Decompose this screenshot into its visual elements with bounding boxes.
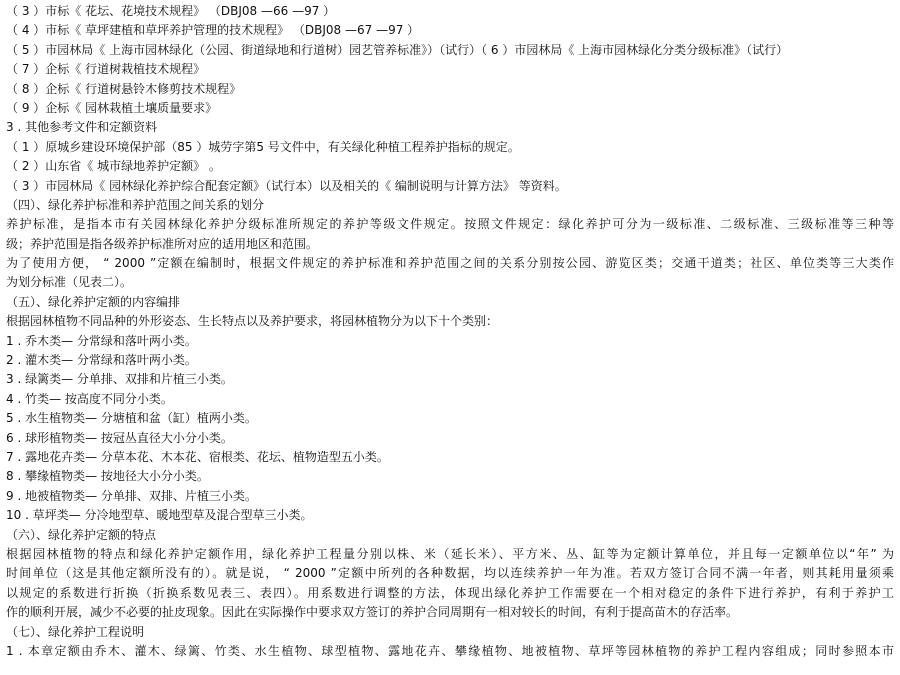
text-line: 4 . 竹类— 按高度不同分小类。 — [6, 391, 173, 406]
text-line: 7 . 露地花卉类— 分草本花、木本花、宿根类、花坛、植物造型五小类。 — [6, 449, 389, 464]
text-line: 3 . 其他参考文件和定额资料 — [6, 120, 158, 135]
text-line: 1 . 本章定额由乔木、灌木、绿篱、竹类、水生植物、球型植物、露地花卉、攀缘植物、地被植物、草坪等园林植物的养护工程内容组成；同时参照本市 — [6, 643, 894, 658]
text-line: （ 2 ）山东省《 城市绿地养护定额》 。 — [6, 159, 221, 174]
text-line: 级；养护范围是指各级养护标准所对应的适用地区和范围。 — [6, 236, 319, 251]
text-line: 3 . 绿篱类— 分单排、双排和片植三小类。 — [6, 372, 233, 387]
text-line: 根据园林植物的特点和绿化养护定额作用，绿化养护工程量分别以株、米（延长米）、平方米、丛、缸等为定额计算单位，并且每一定额单位以“年” 为 — [6, 546, 894, 561]
text-line: （ 8 ）企标《 行道树悬铃木修剪技术规程》 — [6, 81, 242, 96]
text-line: （五）、绿化养护定额的内容编排 — [6, 294, 181, 309]
text-line: 8 . 攀缘植物类— 按地径大小分小类。 — [6, 469, 209, 484]
text-line: （四）、绿化养护标准和养护范围之间关系的划分 — [6, 197, 265, 212]
text-line: 以规定的系数进行折换（折换系数见表三、表四）。用系数进行调整的方法，体现出绿化养护工作需要在一个相对稳定的条件下进行养护，有利于养护工 — [6, 585, 894, 600]
text-line: （ 7 ）企标《 行道树栽植技术规程》 — [6, 62, 206, 77]
text-line: 10 . 草坪类— 分冷地型草、暖地型草及混合型草三小类。 — [6, 508, 313, 523]
text-line: 1 . 乔木类— 分常绿和落叶两小类。 — [6, 333, 197, 348]
text-line: （七）、绿化养护工程说明 — [6, 624, 145, 639]
text-line: 为了使用方便， “ 2000 ”定额在编制时，根据文件规定的养护标准和养护范围之间的关系分别按公园、游览区类；交通干道类；社区、单位类等三大类作 — [6, 256, 894, 271]
text-line: 时间单位（这是其他定额所没有的）。就是说， “ 2000 ”定额中所列的各种数据，均以连续养护一年为准。若双方签订合同不满一年者，则其耗用量须乘 — [6, 566, 894, 581]
text-line: 9 . 地被植物类— 分单排、双排、片植三小类。 — [6, 488, 257, 503]
text-line: 6 . 球形植物类— 按冠丛直径大小分小类。 — [6, 430, 233, 445]
text-line: 根据园林植物不同品种的外形姿态、生长特点以及养护要求，将园林植物分为以下十个类别： — [6, 314, 499, 329]
text-line: （六）、绿化养护定额的特点 — [6, 527, 157, 542]
text-line: （ 5 ）市园林局《 上海市园林绿化（公园、街道绿地和行道树）园艺管养标准》）（试行）（ 6 ）市园林局《 上海市园林绿化分类分级标准》（试行） — [6, 42, 789, 57]
text-line: 5 . 水生植物类— 分塘植和盆（缸）植两小类。 — [6, 411, 257, 426]
text-line: 为划分标准（见表二）。 — [6, 275, 133, 290]
text-line: （ 9 ）企标《 园林栽植土壤质量要求》 — [6, 100, 218, 115]
text-line: 养护标准，是指本市有关园林绿化养护分级标准所规定的养护等级文件规定。按照文件规定：绿化养护可分为一级标准、二级标准、三级标准等三种等 — [6, 217, 894, 232]
text-line: 2 . 灌木类— 分常绿和落叶两小类。 — [6, 353, 197, 368]
text-line: （ 3 ）市标《 花坛、花境技术规程》 （DBJ08 —66 —97 ） — [6, 4, 336, 18]
text-line: （ 1 ）原城乡建设环境保护部（85 ）城劳字第5 号文件中，有关绿化种植工程养护指标的规定。 — [6, 139, 520, 154]
text-line: （ 3 ）市园林局《 园林绿化养护综合配套定额》（试行本）以及相关的《 编制说明与计算方法》 等资料。 — [6, 178, 567, 193]
text-line: 作的顺利开展，减少不必要的扯皮现象。因此在实际操作中要求双方签订的养护合同周期有一相对较长的时间，有利于提高苗木的存活率。 — [6, 605, 739, 620]
text-line: （ 4 ）市标《 草坪建植和草坪养护管理的技术规程》 （DBJ08 —67 —97 ） — [6, 23, 420, 38]
